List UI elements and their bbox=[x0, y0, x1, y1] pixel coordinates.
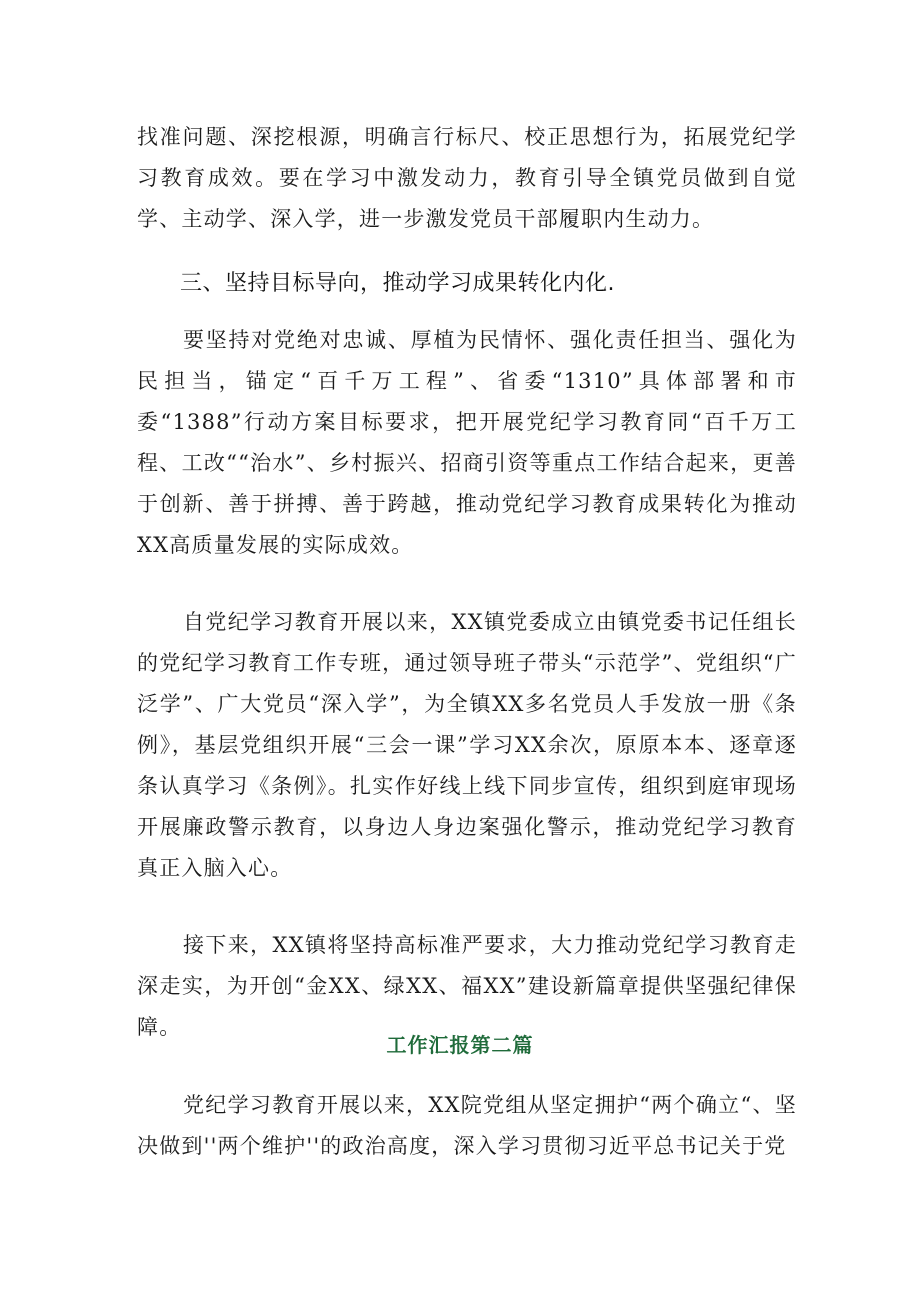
paragraph-continuation: 找准问题、深挖根源，明确言行标尺、校正思想行为，拓展党纪学习教育成效。要在学习中激发动力，教育引导全镇党员做到自觉学、主动学、深入学，进一步激发党员干部履职内生动力。 bbox=[137, 125, 797, 231]
paragraph-next-steps: 接下来，XX镇将坚持高标准严要求，大力推动党纪学习教育走深走实，为开创“金XX、绿XX、福XX”建设新篇章提供坚强纪律保障。 bbox=[137, 933, 797, 1039]
paragraph-town-committee-actions: 自党纪学习教育开展以来，XX镇党委成立由镇党委书记任组长的党纪学习教育工作专班，通过领导班子带头“示范学”、党组织“广泛学”、广大党员“深入学”，为全镇XX多名党员人手发放一册《条例》，基层党组织开展“三会一课”学习XX余次，原原本本、逐章逐条认真学习《条例》。扎实作好线上线下同步宣传，组织到庭审现场开展廉政警示教育，以身边人身边案强化警示，推动党纪学习教育真正入脑入心。 bbox=[137, 610, 797, 880]
section-heading-three: 三、坚持目标导向，推动学习成果转化内化. bbox=[180, 271, 615, 296]
paragraph-part-two-opening: 党纪学习教育开展以来，XX院党组从坚定拥护“两个确立“、坚决做到''两个维护''的政治高度，深入学习贯彻习近平总书记关于党 bbox=[137, 1093, 797, 1158]
paragraph-goal-orientation: 要坚持对党绝对忠诚、厚植为民情怀、强化责任担当、强化为民担当，锚定“百千万工程”、省委“1310”具体部署和市委“1388”行动方案目标要求，把开展党纪学习教育同“百千万工程、工改““治水”、乡村振兴、招商引资等重点工作结合起来，更善于创新、善于拼搏、善于跨越，推动党纪学习教育成果转化为推动XX高质量发展的实际成效。 bbox=[137, 328, 797, 557]
report-part-two-title: 工作汇报第二篇 bbox=[386, 1033, 534, 1057]
